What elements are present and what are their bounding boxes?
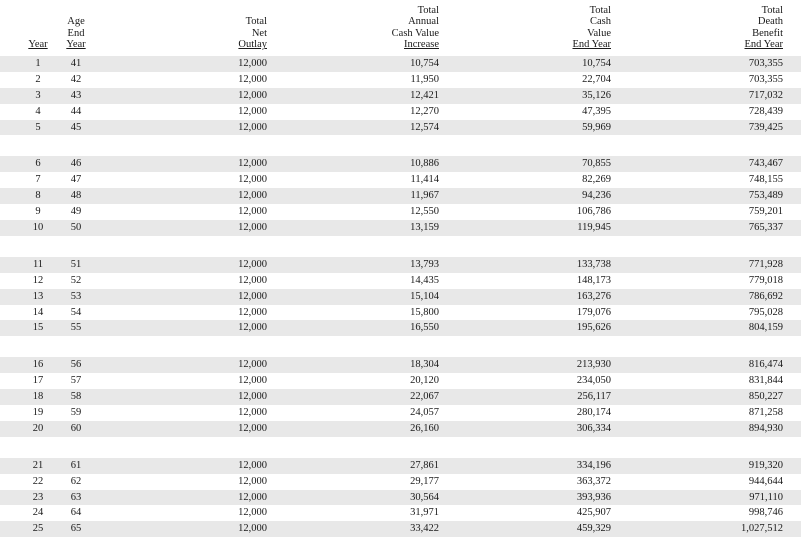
cash-value-cell: 234,050 <box>576 375 611 387</box>
cash-value-increase-cell: 14,435 <box>410 274 439 286</box>
table-body <box>0 56 801 558</box>
age-cell: 58 <box>70 391 82 403</box>
table-row <box>0 156 801 172</box>
age-cell: 52 <box>70 274 82 286</box>
year-cell: 13 <box>32 290 44 302</box>
death-benefit-cell: 703,355 <box>748 58 783 69</box>
net-outlay-cell: 12,000 <box>238 322 267 334</box>
cash-value-increase-cell: 11,967 <box>410 190 439 202</box>
header-cash-line: Cash <box>590 16 611 28</box>
row-group <box>0 56 801 135</box>
age-cell: 64 <box>70 507 82 519</box>
year-cell: 7 <box>35 174 41 186</box>
age-cell: 63 <box>70 491 82 503</box>
death-benefit-cell: 919,320 <box>748 459 783 471</box>
table-row <box>0 257 801 273</box>
death-benefit-cell: 944,644 <box>748 475 783 487</box>
year-cell: 20 <box>32 422 44 434</box>
table-row <box>0 273 801 289</box>
header-outlay <box>238 16 267 51</box>
header-death-benefit <box>745 5 784 51</box>
table-row <box>0 405 801 421</box>
table-row <box>0 320 801 336</box>
table-row <box>0 56 801 72</box>
header-death-line: Benefit <box>752 27 783 39</box>
age-cell: 55 <box>70 322 82 334</box>
age-cell: 42 <box>70 73 82 85</box>
age-cell: 57 <box>70 375 82 387</box>
net-outlay-cell: 12,000 <box>238 222 267 234</box>
net-outlay-cell: 12,000 <box>238 105 267 117</box>
cash-value-increase-cell: 12,550 <box>410 206 439 218</box>
table-row <box>0 389 801 405</box>
death-benefit-cell: 786,692 <box>748 290 783 302</box>
net-outlay-cell: 12,000 <box>238 523 267 535</box>
net-outlay-cell: 12,000 <box>238 206 267 218</box>
death-benefit-cell: 739,425 <box>748 121 783 133</box>
cash-value-cell: 22,704 <box>582 73 611 85</box>
year-cell: 19 <box>32 407 44 419</box>
table-row <box>0 289 801 305</box>
header-outlay-line: Total <box>245 16 267 28</box>
cash-value-cell: 59,969 <box>582 121 611 133</box>
death-benefit-cell: 728,439 <box>748 105 783 117</box>
net-outlay-cell: 12,000 <box>238 290 267 302</box>
cash-value-cell: 82,269 <box>582 174 611 186</box>
cash-value-cell: 306,334 <box>576 422 611 434</box>
age-cell: 47 <box>70 174 82 186</box>
death-benefit-cell: 779,018 <box>748 274 783 286</box>
death-benefit-cell: 871,258 <box>748 407 783 419</box>
table-row <box>0 490 801 506</box>
header-death-line: End Year <box>744 39 783 51</box>
cash-value-increase-cell: 10,886 <box>410 158 439 170</box>
table-header <box>0 0 801 54</box>
cash-value-cell: 35,126 <box>582 89 611 101</box>
cash-value-cell: 195,626 <box>576 322 611 334</box>
cash-value-cell: 256,117 <box>577 391 611 403</box>
death-benefit-cell: 759,201 <box>748 206 783 218</box>
cash-value-increase-cell: 29,177 <box>410 475 439 487</box>
cash-value-cell: 106,786 <box>576 206 611 218</box>
year-cell: 10 <box>32 222 44 234</box>
header-death-line: Total <box>761 4 783 16</box>
net-outlay-cell: 12,000 <box>238 89 267 101</box>
year-cell: 21 <box>32 459 44 471</box>
year-cell: 18 <box>32 391 44 403</box>
net-outlay-cell: 12,000 <box>238 375 267 387</box>
net-outlay-cell: 12,000 <box>238 58 267 69</box>
table-row <box>0 458 801 474</box>
cash-value-cell: 133,738 <box>576 258 611 270</box>
cash-value-cell: 334,196 <box>576 459 611 471</box>
net-outlay-cell: 12,000 <box>238 422 267 434</box>
age-cell: 50 <box>70 222 82 234</box>
year-cell: 11 <box>32 258 44 270</box>
cash-value-increase-cell: 15,104 <box>410 290 439 302</box>
age-cell: 62 <box>70 475 82 487</box>
net-outlay-cell: 12,000 <box>238 391 267 403</box>
age-cell: 45 <box>70 121 82 133</box>
cash-value-increase-cell: 11,950 <box>410 73 439 85</box>
death-benefit-cell: 816,474 <box>748 359 783 371</box>
cash-value-cell: 393,936 <box>576 491 611 503</box>
year-cell: 22 <box>32 475 44 487</box>
net-outlay-cell: 12,000 <box>238 407 267 419</box>
age-cell: 48 <box>70 190 82 202</box>
header-age-line: Age <box>67 16 85 28</box>
age-cell: 43 <box>70 89 82 101</box>
cash-value-increase-cell: 12,421 <box>410 89 439 101</box>
age-cell: 51 <box>70 258 82 270</box>
header-year-line: Year <box>28 39 48 51</box>
net-outlay-cell: 12,000 <box>238 258 267 270</box>
net-outlay-cell: 12,000 <box>238 158 267 170</box>
cash-value-increase-cell: 27,861 <box>410 459 439 471</box>
cash-value-increase-cell: 18,304 <box>410 359 439 371</box>
death-benefit-cell: 717,032 <box>748 89 783 101</box>
death-benefit-cell: 998,746 <box>748 507 783 519</box>
age-cell: 44 <box>70 105 82 117</box>
year-cell: 16 <box>32 359 44 371</box>
year-cell: 1 <box>35 58 41 69</box>
cash-value-cell: 10,754 <box>582 58 611 69</box>
net-outlay-cell: 12,000 <box>238 274 267 286</box>
row-group <box>0 257 801 336</box>
age-cell: 49 <box>70 206 82 218</box>
cash-value-increase-cell: 22,067 <box>410 391 439 403</box>
net-outlay-cell: 12,000 <box>238 507 267 519</box>
table-row <box>0 220 801 236</box>
net-outlay-cell: 12,000 <box>238 73 267 85</box>
net-outlay-cell: 12,000 <box>238 491 267 503</box>
row-group <box>0 458 801 537</box>
year-cell: 9 <box>35 206 41 218</box>
cash-value-increase-cell: 12,270 <box>410 105 439 117</box>
cash-value-increase-cell: 30,564 <box>410 491 439 503</box>
table-row <box>0 357 801 373</box>
header-increase-line: Increase <box>404 39 439 51</box>
cash-value-cell: 179,076 <box>576 306 611 318</box>
death-benefit-cell: 765,337 <box>748 222 783 234</box>
cash-value-increase-cell: 16,550 <box>410 322 439 334</box>
cash-value-increase-cell: 24,057 <box>410 407 439 419</box>
age-cell: 61 <box>70 459 82 471</box>
net-outlay-cell: 12,000 <box>238 190 267 202</box>
death-benefit-cell: 703,355 <box>748 73 783 85</box>
age-cell: 46 <box>70 158 82 170</box>
net-outlay-cell: 12,000 <box>238 359 267 371</box>
table-row <box>0 421 801 437</box>
year-cell: 14 <box>32 306 44 318</box>
year-cell: 17 <box>32 375 44 387</box>
year-cell: 6 <box>35 158 41 170</box>
death-benefit-cell: 971,110 <box>749 491 783 503</box>
cash-value-increase-cell: 11,414 <box>410 174 439 186</box>
table-row <box>0 188 801 204</box>
death-benefit-cell: 795,028 <box>748 306 783 318</box>
year-cell: 5 <box>35 121 41 133</box>
table-row <box>0 72 801 88</box>
death-benefit-cell: 850,227 <box>748 391 783 403</box>
header-age <box>60 16 92 51</box>
death-benefit-cell: 748,155 <box>748 174 783 186</box>
table-row <box>0 172 801 188</box>
age-cell: 65 <box>70 523 82 535</box>
cash-value-increase-cell: 12,574 <box>410 121 439 133</box>
year-cell: 2 <box>35 73 41 85</box>
cash-value-cell: 425,907 <box>576 507 611 519</box>
table-row <box>0 373 801 389</box>
cash-value-increase-cell: 26,160 <box>410 422 439 434</box>
table-row <box>0 88 801 104</box>
age-cell: 41 <box>70 58 82 69</box>
header-cash-line: End Year <box>572 39 611 51</box>
cash-value-cell: 70,855 <box>582 158 611 170</box>
cash-value-cell: 280,174 <box>576 407 611 419</box>
age-cell: 53 <box>70 290 82 302</box>
cash-value-cell: 94,236 <box>582 190 611 202</box>
year-cell: 15 <box>32 322 44 334</box>
header-outlay-line: Net <box>251 27 267 39</box>
age-cell: 60 <box>70 422 82 434</box>
table-row <box>0 505 801 521</box>
row-group <box>0 357 801 436</box>
cash-value-increase-cell: 20,120 <box>410 375 439 387</box>
year-cell: 24 <box>32 507 44 519</box>
death-benefit-cell: 771,928 <box>748 258 783 270</box>
death-benefit-cell: 804,159 <box>748 322 783 334</box>
year-cell: 4 <box>35 105 41 117</box>
net-outlay-cell: 12,000 <box>238 121 267 133</box>
cash-value-increase-cell: 10,754 <box>410 58 439 69</box>
cash-value-cell: 119,945 <box>577 222 611 234</box>
cash-value-cell: 47,395 <box>582 105 611 117</box>
header-cash-line: Value <box>587 27 611 39</box>
table-row <box>0 474 801 490</box>
cash-value-cell: 213,930 <box>576 359 611 371</box>
cash-value-cell: 459,329 <box>576 523 611 535</box>
header-outlay-line: Outlay <box>238 39 267 51</box>
table-row <box>0 305 801 321</box>
age-cell: 56 <box>70 359 82 371</box>
table-row <box>0 204 801 220</box>
header-increase-line: Total <box>417 4 439 16</box>
header-increase <box>392 5 439 51</box>
header-age-line: Year <box>66 39 86 51</box>
age-cell: 54 <box>70 306 82 318</box>
net-outlay-cell: 12,000 <box>238 459 267 471</box>
header-cash-value <box>573 5 612 51</box>
year-cell: 3 <box>35 89 41 101</box>
cash-value-cell: 363,372 <box>576 475 611 487</box>
age-cell: 59 <box>70 407 82 419</box>
cash-value-cell: 148,173 <box>576 274 611 286</box>
cash-value-cell: 163,276 <box>576 290 611 302</box>
header-year <box>24 39 52 51</box>
net-outlay-cell: 12,000 <box>238 174 267 186</box>
year-cell: 12 <box>32 274 44 286</box>
header-age-line: End <box>67 27 85 39</box>
death-benefit-cell: 1,027,512 <box>741 523 783 535</box>
year-cell: 25 <box>32 523 44 535</box>
year-cell: 8 <box>35 190 41 202</box>
table-row <box>0 104 801 120</box>
net-outlay-cell: 12,000 <box>238 306 267 318</box>
header-death-line: Death <box>757 16 783 28</box>
death-benefit-cell: 753,489 <box>748 190 783 202</box>
table-row <box>0 120 801 136</box>
death-benefit-cell: 894,930 <box>748 422 783 434</box>
death-benefit-cell: 831,844 <box>748 375 783 387</box>
header-increase-line: Cash Value <box>391 27 439 39</box>
cash-value-increase-cell: 15,800 <box>410 306 439 318</box>
net-outlay-cell: 12,000 <box>238 475 267 487</box>
header-cash-line: Total <box>589 4 611 16</box>
row-group <box>0 156 801 235</box>
death-benefit-cell: 743,467 <box>748 158 783 170</box>
header-increase-line: Annual <box>408 16 439 28</box>
cash-value-increase-cell: 33,422 <box>410 523 439 535</box>
year-cell: 23 <box>32 491 44 503</box>
table-row <box>0 521 801 537</box>
cash-value-increase-cell: 13,159 <box>410 222 439 234</box>
cash-value-increase-cell: 31,971 <box>410 507 439 519</box>
cash-value-increase-cell: 13,793 <box>410 258 439 270</box>
